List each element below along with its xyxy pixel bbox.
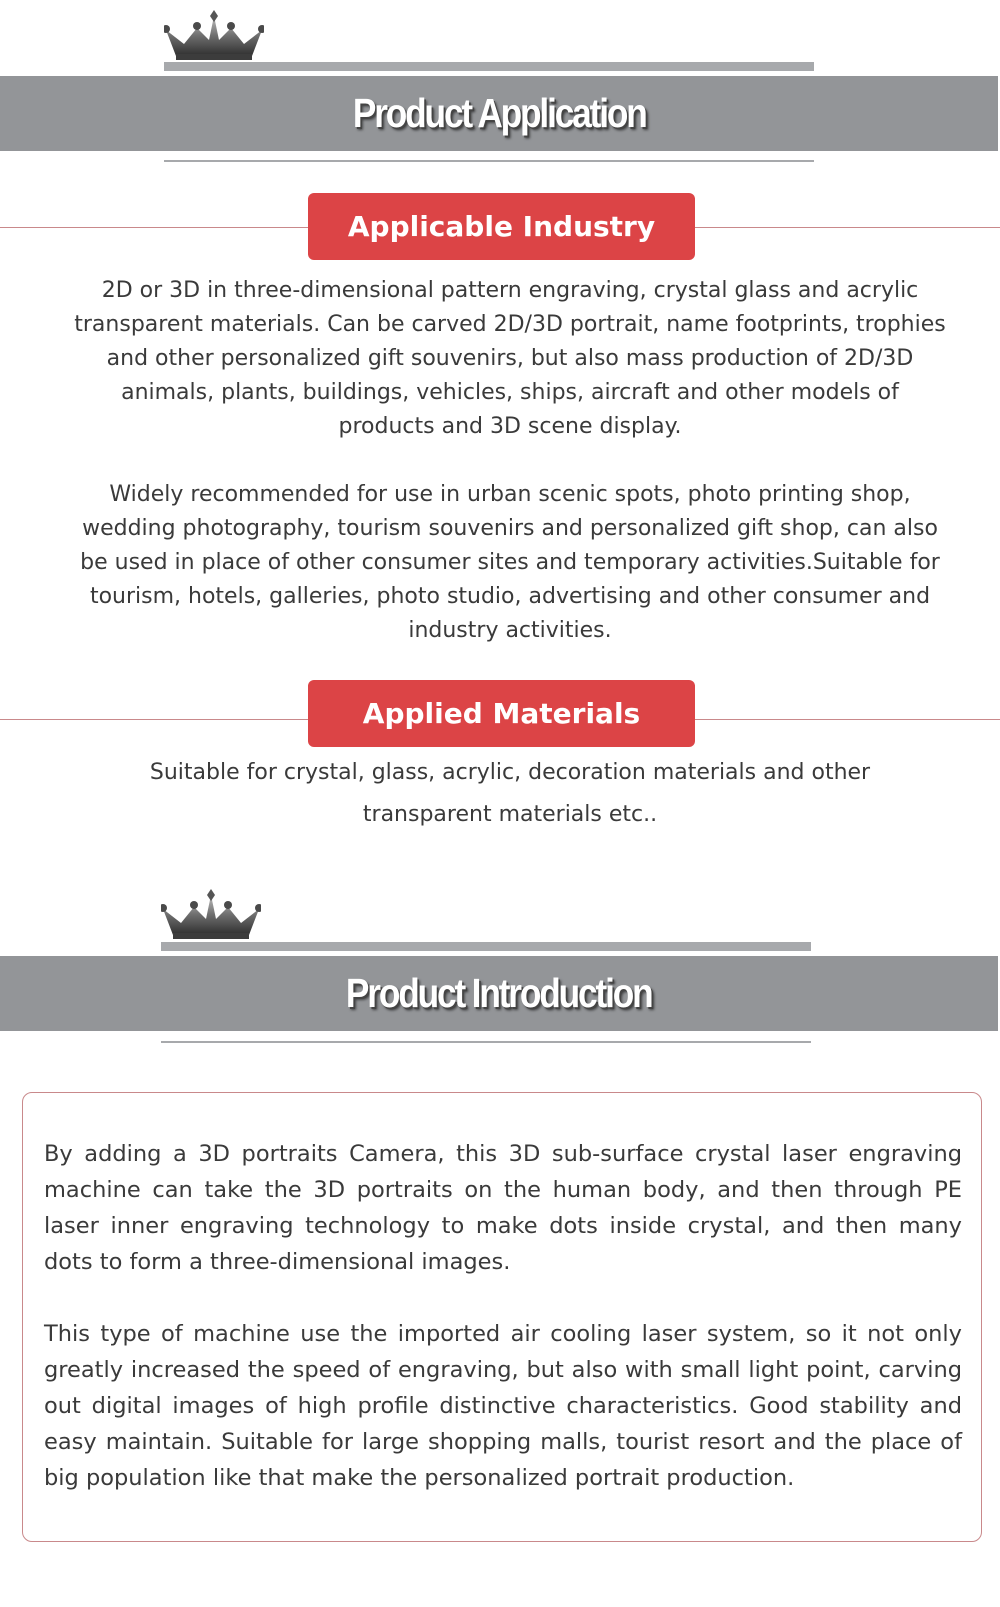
section-title: Product Application bbox=[352, 90, 646, 136]
bottom-rule bbox=[164, 160, 814, 162]
bottom-rule bbox=[161, 1041, 811, 1043]
label-badge bbox=[308, 680, 695, 747]
intro-paragraph-1: By adding a 3D portraits Camera, this 3D sub-surface crystal laser engraving machine can take the 3D portraits on the human body, and then through PE laser inner engraving technology to make dots inside crystal, and then many dots to form a three-dimensional images. bbox=[44, 1141, 962, 1275]
top-rule bbox=[164, 62, 814, 71]
top-rule bbox=[161, 942, 811, 951]
section-banner bbox=[0, 76, 998, 151]
label-badge bbox=[308, 193, 695, 260]
label-text: Applied Materials bbox=[362, 697, 641, 730]
industry-paragraph-1: 2D or 3D in three-dimensional pattern engraving, crystal glass and acrylic transparent materials. Can be carved 2D/3D portrait, name footprints, trophies and other personalized gift souvenirs, but also mass production of 2D/3D animals, plants, buildings, vehicles, ships, aircraft and other models of products and 3D scene display. bbox=[74, 278, 946, 439]
industry-paragraph-2: Widely recommended for use in urban scenic spots, photo printing shop, wedding photography, tourism souvenirs and personalized gift shop, can also be used in place of other consumer sites and temporary activities.Suitable for tourism, hotels, galleries, photo studio, advertising and other consumer and industry activities. bbox=[80, 482, 940, 643]
section-banner bbox=[0, 956, 998, 1031]
label-text: Applicable Industry bbox=[347, 210, 656, 243]
materials-paragraph: Suitable for crystal, glass, acrylic, decoration materials and other transparent materials etc.. bbox=[149, 760, 871, 827]
crown-icon bbox=[161, 889, 261, 941]
intro-paragraph-2: This type of machine use the imported air cooling laser system, so it not only greatly increased the speed of engraving, but also with small light point, carving out digital images of high profile distinctive characteristics. Good stability and easy maintain. Suitable for large shopping malls, tourist resort and the place of big population like that make the personalized portrait production. bbox=[44, 1321, 962, 1491]
crown-icon bbox=[164, 10, 264, 62]
section-title: Product Introduction bbox=[346, 970, 652, 1016]
